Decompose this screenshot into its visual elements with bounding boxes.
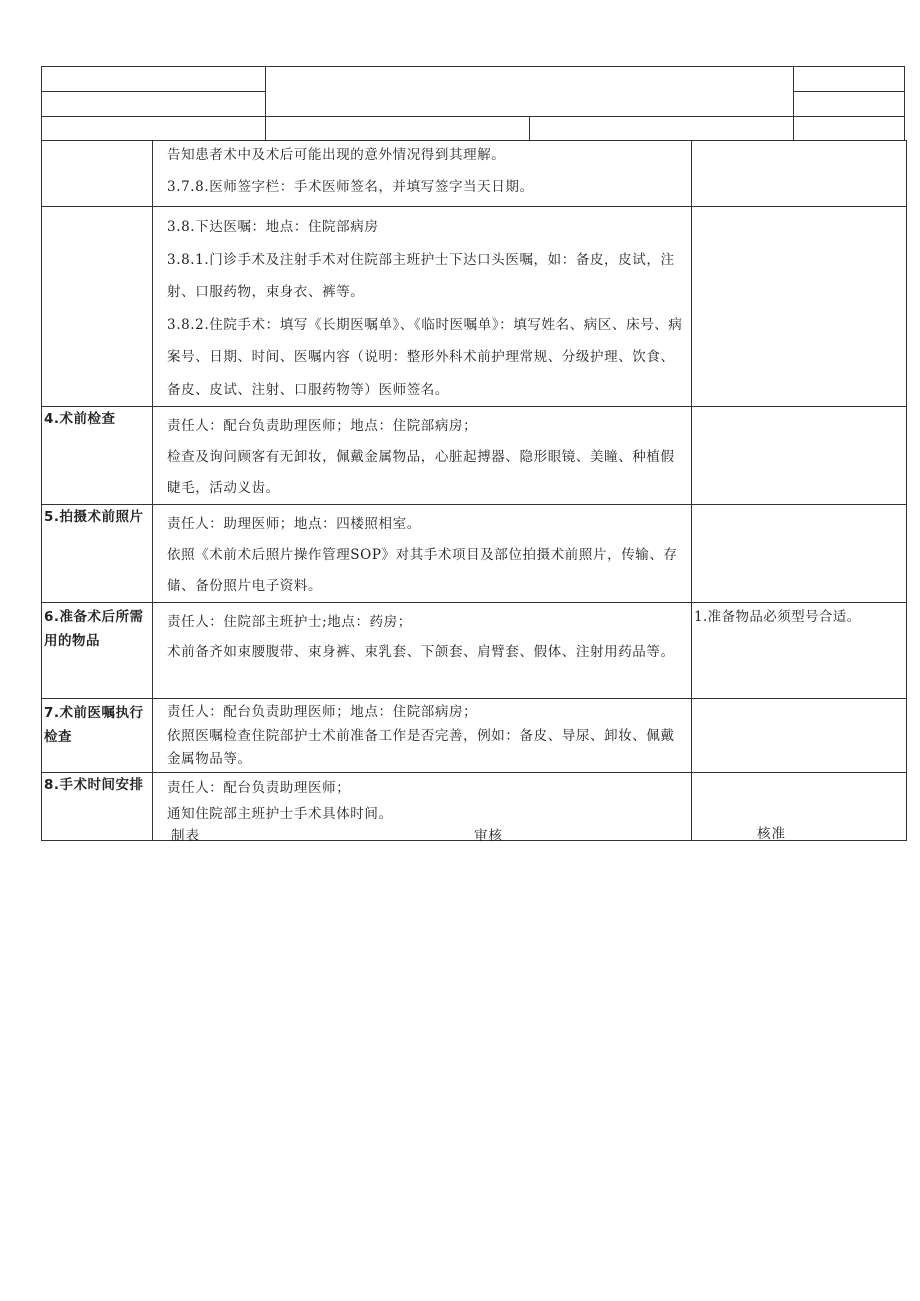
footer-approved-label: 核准 (757, 826, 786, 842)
footer-reviewed-label: 审核 (474, 828, 503, 844)
content-line: 3.8.2.住院手术：填写《长期医嘱单》、《临时医嘱单》：填写姓名、病区、床号、病案号、日期、时间、医嘱内容（说明：整形外科术前护理常规、分级护理、饮食、备皮、皮试、注射、口服药物等）医师签名。 (167, 316, 683, 398)
step-cell: 5.拍摄术前照片 (42, 505, 153, 603)
content-line: 依照《术前术后照片操作管理SOP》对其手术项目及部位拍摄术前照片，传输、存储、备份照片电子资料。 (167, 547, 678, 594)
step-cell: 7.术前医嘱执行检查 (42, 699, 153, 773)
table-row (42, 141, 907, 207)
content-cell (153, 407, 692, 505)
step-cell (42, 141, 153, 207)
note-cell (692, 772, 907, 840)
table-row (42, 207, 907, 407)
table-row (42, 505, 907, 603)
content-line: 依照医嘱检查住院部护士术前准备工作是否完善，例如：备皮、导尿、卸妆、佩戴金属物品等。 (167, 727, 675, 767)
procedure-table (41, 140, 907, 841)
note-cell (692, 407, 907, 505)
content-cell (153, 772, 692, 840)
step-cell (42, 207, 153, 407)
content-line: 3.8.下达医嘱：地点：住院部病房 (167, 219, 379, 235)
note-cell (692, 207, 907, 407)
table-row (42, 407, 907, 505)
content-cell (153, 141, 692, 207)
content-line: 责任人：配台负责助理医师；地点：住院部病房； (167, 704, 478, 720)
step-cell: 6.准备术后所需用的物品 (42, 603, 153, 699)
content-cell (153, 505, 692, 603)
content-cell (153, 603, 692, 699)
content-line: 责任人：助理医师；地点：四楼照相室。 (167, 516, 421, 532)
content-line: 责任人：配台负责助理医师； (167, 779, 351, 796)
content-cell (153, 699, 692, 773)
footer-prepared-label: 制表 (171, 828, 200, 844)
note-cell (692, 699, 907, 773)
content-line: 通知住院部主班护士手术具体时间。 (167, 805, 393, 822)
note-cell (692, 141, 907, 207)
note-cell (692, 505, 907, 603)
table-row (42, 603, 907, 699)
content-line: 检查及询问顾客有无卸妆，佩戴金属物品，心脏起搏器、隐形眼镜、美瞳、种植假睫毛，活动义齿。 (167, 449, 675, 496)
step-cell: 4.术前检查 (42, 407, 153, 505)
table-row (42, 699, 907, 773)
content-line: 告知患者术中及术后可能出现的意外情况得到其理解。 (167, 147, 506, 163)
content-line: 责任人：住院部主班护士;地点：药房； (167, 614, 412, 630)
note-cell: 1.准备物品必须型号合适。 (692, 603, 907, 699)
content-line: 3.7.8.医师签字栏：手术医师签名，并填写签字当天日期。 (167, 179, 534, 195)
step-cell: 8.手术时间安排 (42, 772, 153, 840)
content-line: 责任人：配台负责助理医师；地点：住院部病房； (167, 418, 478, 434)
content-cell (153, 207, 692, 407)
content-line: 术前备齐如束腰腹带、束身裤、束乳套、下颌套、肩臂套、假体、注射用药品等。 (167, 644, 675, 660)
header-table (41, 66, 905, 140)
content-line: 3.8.1.门诊手术及注射手术对住院部主班护士下达口头医嘱，如：备皮，皮试，注射、口服药物，束身衣、裤等。 (167, 251, 675, 300)
